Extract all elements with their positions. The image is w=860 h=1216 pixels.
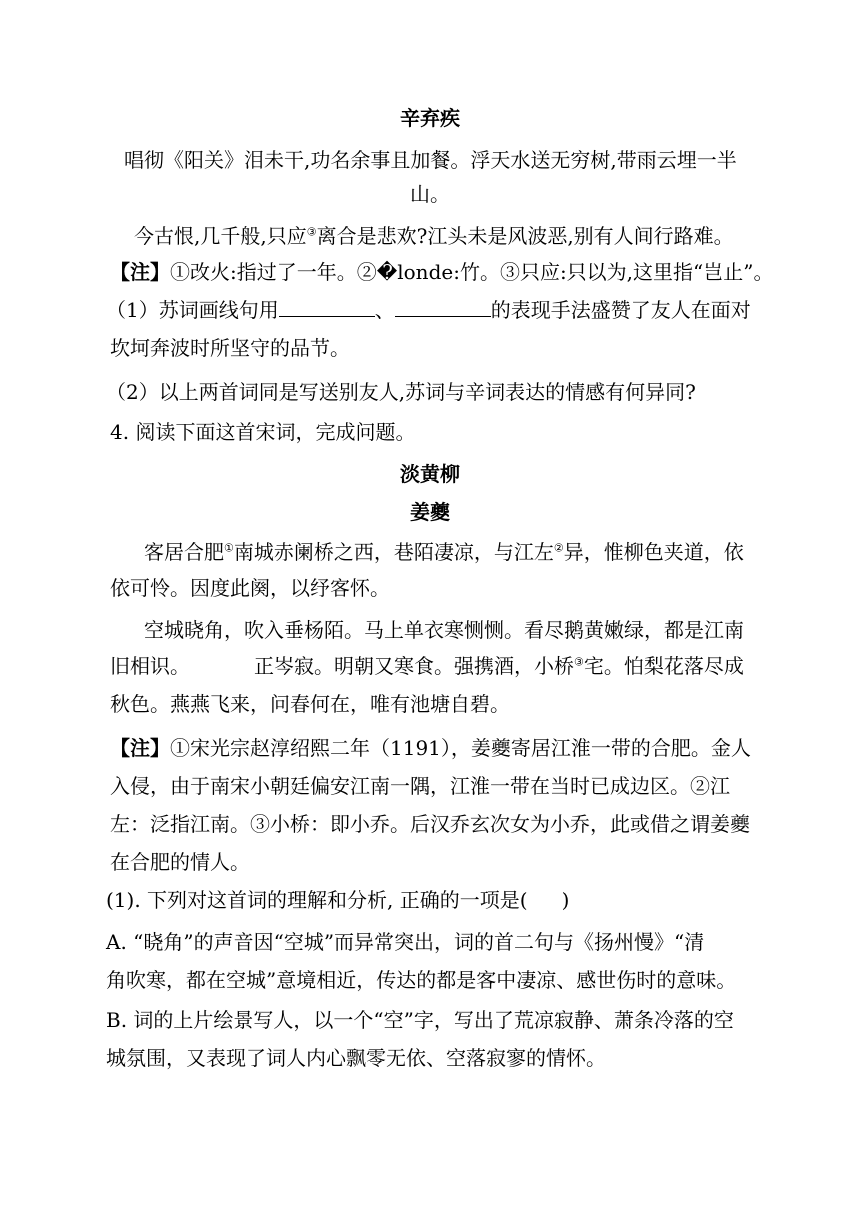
note-tag: 【注】 [110, 736, 170, 760]
poem2-body-line1: 空城晓角，吹入垂杨陌。马上单衣寒恻恻。看尽鹅黄嫩绿，都是江南 [144, 618, 744, 642]
poem2-note-line3: 左：泛指江南。③小桥：即小乔。后汉乔玄次女为小乔，此或借之谓姜夔 [110, 812, 750, 836]
note-tag: 【注】 [110, 260, 170, 284]
note-text: ①改火:指过了一年。②�londe:竹。③只应:只以为,这里指“岂止”。 [170, 260, 774, 284]
option-a-line2: 角吹寒，都在空城”意境相近，传达的都是客中凄凉、感世伤时的意味。 [106, 968, 737, 992]
poem2-body-line3: 秋色。燕燕飞来，问春何在，唯有池塘自碧。 [110, 692, 510, 716]
poem1-author: 辛弃疾 [400, 106, 460, 130]
question-1: （1）苏词画线句用 、 的表现手法盛赞了友人在面对 [106, 298, 751, 322]
poem2-body-line2: 旧相识。 正岑寂。明朝又寒食。强携酒，小桥③宅。怕梨花落尽成 [110, 654, 744, 678]
answer-blank-1 [279, 298, 375, 317]
poem2-title: 淡黄柳 [400, 462, 460, 486]
poem1-note [110, 258, 774, 286]
question-stem: (1). 下列对这首词的理解和分析, 正确的一项是( ) [106, 888, 570, 912]
poem2-note-line2: 入侵，由于南宋小朝廷偏安江南一隅，江淮一带在当时已成边区。②江 [110, 774, 730, 798]
poem2-author: 姜夔 [410, 500, 450, 524]
poem2-preface-cont: 依可怜。因度此阕，以纾客怀。 [110, 576, 390, 600]
option-a-line1: A. “晓角”的声音因“空城”而异常突出，词的首二句与《扬州慢》“清 [106, 930, 705, 954]
poem1-line1-cont: 山。 [410, 182, 450, 206]
poem2-note-line1: 【注】①宋光宗赵淳绍熙二年（1191），姜夔寄居江淮一带的合肥。金人 [110, 736, 751, 760]
option-b-line2: 城氛围，又表现了词人内心飘零无依、空落寂寥的情怀。 [106, 1046, 606, 1070]
poem1-line1: 唱彻《阳关》泪未干,功名余事且加餐。浮天水送无穷树,带雨云埋一半 [124, 148, 737, 172]
poem2-preface: 客居合肥①南城赤阑桥之西，巷陌凄凉，与江左②异，惟柳色夹道，依 [144, 540, 744, 564]
poem1-line2: 今古恨,几千般,只应③离合是悲欢?江头未是风波恶,别有人间行路难。 [134, 224, 734, 248]
footnote-mark: ③ [306, 225, 317, 239]
poem2-note-line4: 在合肥的情人。 [110, 850, 250, 874]
question-4-heading: 4. 阅读下面这首宋词，完成问题。 [110, 420, 416, 444]
option-b-line1: B. 词的上片绘景写人，以一个“空”字，写出了荒凉寂静、萧条冷落的空 [106, 1008, 734, 1032]
question-1-cont: 坎坷奔波时所坚守的品节。 [110, 336, 350, 360]
answer-blank-2 [395, 298, 491, 317]
question-2: （2）以上两首词同是写送别友人,苏词与辛词表达的情感有何异同? [106, 380, 696, 404]
